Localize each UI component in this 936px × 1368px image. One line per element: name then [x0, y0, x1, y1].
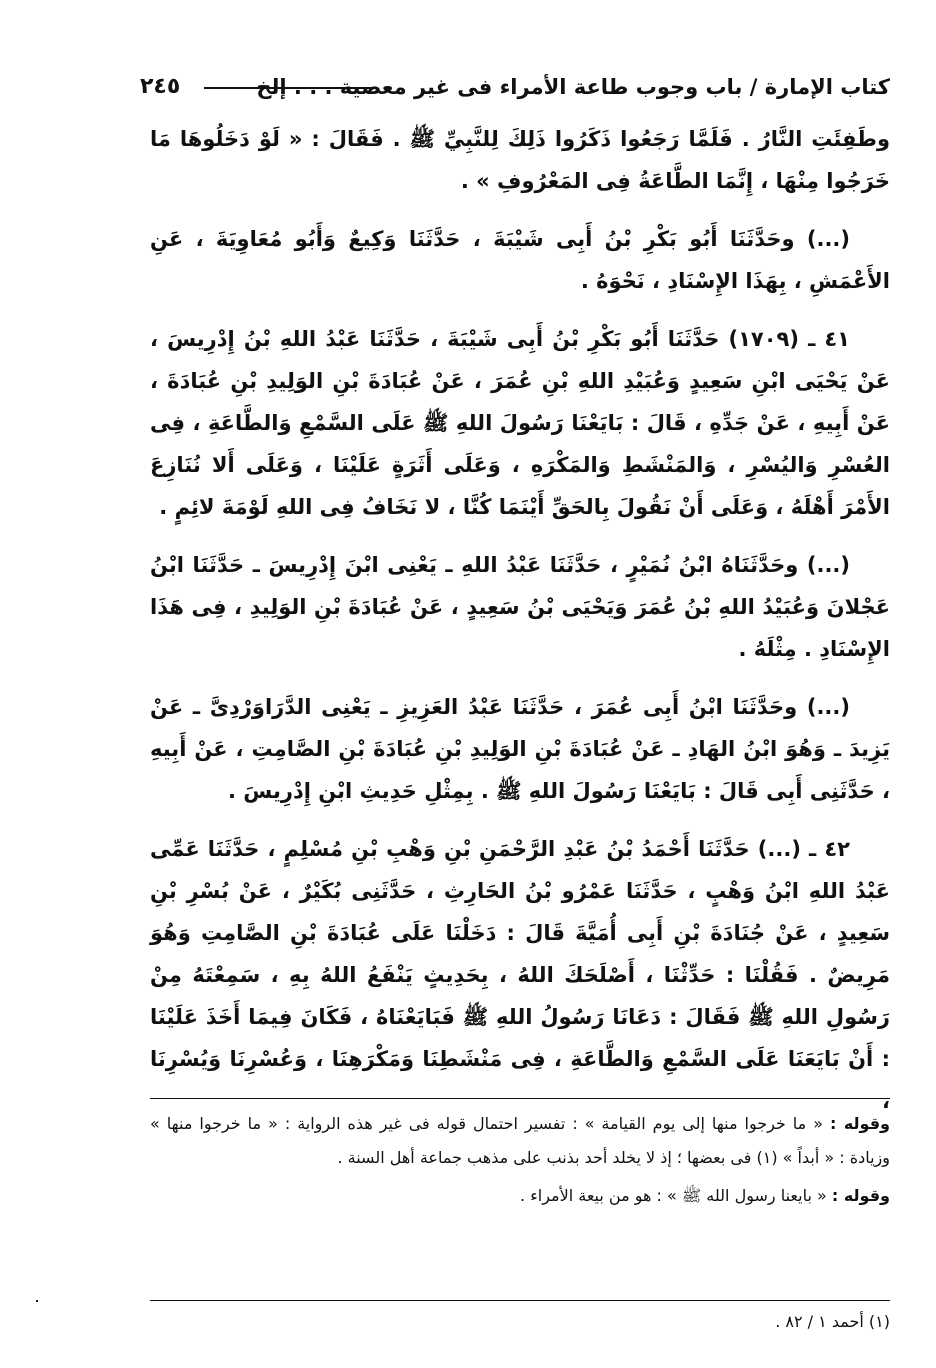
paragraph-continuation: وطَفِئَتِ النَّارُ . فَلَمَّا رَجَعُوا ذَكَرُوا ذَلِكَ لِلنَّبِيِّ ﷺ . فَقَالَ : « لَوْ دَخَلُوهَا مَا خَرَجُوا مِنْهَا ، إِنَّمَا الطَّاعَةُ فِى المَعْرُوفِ » . [150, 127, 890, 193]
paragraph-isnad-1: (...) وحَدَّثَنَا أَبُو بَكْرِ بْنُ أَبِى شَيْبَةَ ، حَدَّثَنَا وَكِيعٌ وَأَبُو مُعَاوِيَةَ ، عَنِ الأَعْمَشِ ، بِهَذَا الإِسْنَادِ ، نَحْوَهُ . [150, 227, 890, 293]
commentary-lead: وقوله : [829, 1114, 891, 1133]
main-text [150, 118, 890, 1138]
running-header [140, 70, 890, 110]
scan-speck [36, 1300, 38, 1302]
commentary-text: « بايعنا رسول الله ﷺ » : هو من بيعة الأمراء . [520, 1186, 827, 1205]
page-number: ٢٤٥ [140, 74, 181, 99]
commentary-lead: وقوله : [831, 1186, 890, 1205]
paragraph-isnad-2: (...) وحَدَّثَنَاهُ ابْنُ نُمَيْرٍ ، حَدَّثَنَا عَبْدُ اللهِ ـ يَعْنِى ابْنَ إِدْرِيسَ ـ حَدَّثَنَا ابْنُ عَجْلانَ وَعُبَيْدُ اللهِ بْنُ عُمَرَ وَيَحْيَى بْنُ سَعِيدٍ ، عَنْ عُبَادَةَ بْنِ الوَلِيدِ ، فِى هَذَا الإِسْنَادِ . مِثْلَهُ . [150, 553, 890, 661]
commentary-text: « ما خرجوا منها إلى يوم القيامة » : تفسير احتمال قوله فى غير هذه الرواية : « ما خرجوا منها » وزيادة : « أبداً » (١) فى بعضها ؛ إذ لا يخلد أحد بذنب على مذهب جماعة أهل السنة . [150, 1114, 890, 1167]
header-rule [204, 87, 374, 89]
commentary-item [150, 1179, 890, 1213]
footnote-section [150, 1300, 890, 1337]
commentary-item [150, 1107, 890, 1175]
commentary-section [150, 1098, 890, 1217]
paragraph-isnad-3: (...) وحَدَّثَنَا ابْنُ أَبِى عُمَرَ ، حَدَّثَنَا عَبْدُ العَزِيزِ ـ يَعْنِى الدَّرَاوَرْدِىَّ ـ عَنْ يَزِيدَ ـ وَهُوَ ابْنُ الهَادِ ـ عَنْ عُبَادَةَ بْنِ الوَلِيدِ بْنِ عُبَادَةَ بْنِ الصَّامِتِ ، عَنْ أَبِيهِ ، حَدَّثَنِى أَبِى قَالَ : بَايَعْنَا رَسُولَ اللهِ ﷺ . بِمِثْلِ حَدِيثِ ابْنِ إِدْرِيسَ . [150, 695, 890, 803]
paragraph-hadith-42: ٤٢ ـ (...) حَدَّثَنَا أَحْمَدُ بْنُ عَبْدِ الرَّحْمَنِ بْنِ وَهْبِ بْنِ مُسْلِمٍ ، حَدَّثَنَا عَمِّى عَبْدُ اللهِ ابْنُ وَهْبٍ ، حَدَّثَنَا عَمْرُو بْنُ الحَارِثِ ، حَدَّثَنِى بُكَيْرٌ ، عَنْ بُسْرِ بْنِ سَعِيدٍ ، عَنْ جُنَادَةَ بْنِ أَبِى أُمَيَّةَ قَالَ : دَخَلْنَا عَلَى عُبَادَةَ بْنِ الصَّامِتِ وَهُوَ مَرِيضٌ . فَقُلْنَا : حَدِّثْنَا ، أَصْلَحَكَ اللهُ ، بِحَدِيثٍ يَنْفَعُ اللهُ بِهِ ، سَمِعْتَهُ مِنْ رَسُولِ اللهِ ﷺ فَقَالَ : دَعَانَا رَسُولُ اللهِ ﷺ فَبَايَعْنَاهُ ، فَكَانَ فِيمَا أَخَذَ عَلَيْنَا : أَنْ بَايَعَنَا عَلَى السَّمْعِ وَالطَّاعَةِ ، فِى مَنْشَطِنَا وَمَكْرَهِنَا ، وَعُسْرِنَا وَيُسْرِنَا ، [150, 837, 890, 1113]
header-title: كتاب الإمارة / باب وجوب طاعة الأمراء فى غير معصية . . . إلخ [256, 75, 890, 99]
paragraph-hadith-41: ٤١ ـ (١٧٠٩) حَدَّثَنَا أَبُو بَكْرِ بْنُ أَبِى شَيْبَةَ ، حَدَّثَنَا عَبْدُ اللهِ بْنُ إِدْرِيسَ ، عَنْ يَحْيَى ابْنِ سَعِيدٍ وَعُبَيْدِ اللهِ بْنِ عُمَرَ ، عَنْ عُبَادَةَ بْنِ الوَلِيدِ بْنِ عُبَادَةَ ، عَنْ أَبِيهِ ، عَنْ جَدِّهِ ، قَالَ : بَايَعْنَا رَسُولَ اللهِ ﷺ عَلَى السَّمْعِ وَالطَّاعَةِ ، فِى العُسْرِ وَاليُسْرِ ، وَالمَنْشَطِ وَالمَكْرَهِ ، وَعَلَى أَثَرَةٍ عَلَيْنَا ، وَعَلَى أَلا نُنَازِعَ الأَمْرَ أَهْلَهُ ، وَعَلَى أَنْ نَقُولَ بِالحَقِّ أَيْنَمَا كُنَّا ، لا نَخَافُ فِى اللهِ لَوْمَةَ لائِمٍ . [150, 327, 890, 519]
footnote-text: (١) أحمد ١ / ٨٢ . [775, 1312, 890, 1331]
